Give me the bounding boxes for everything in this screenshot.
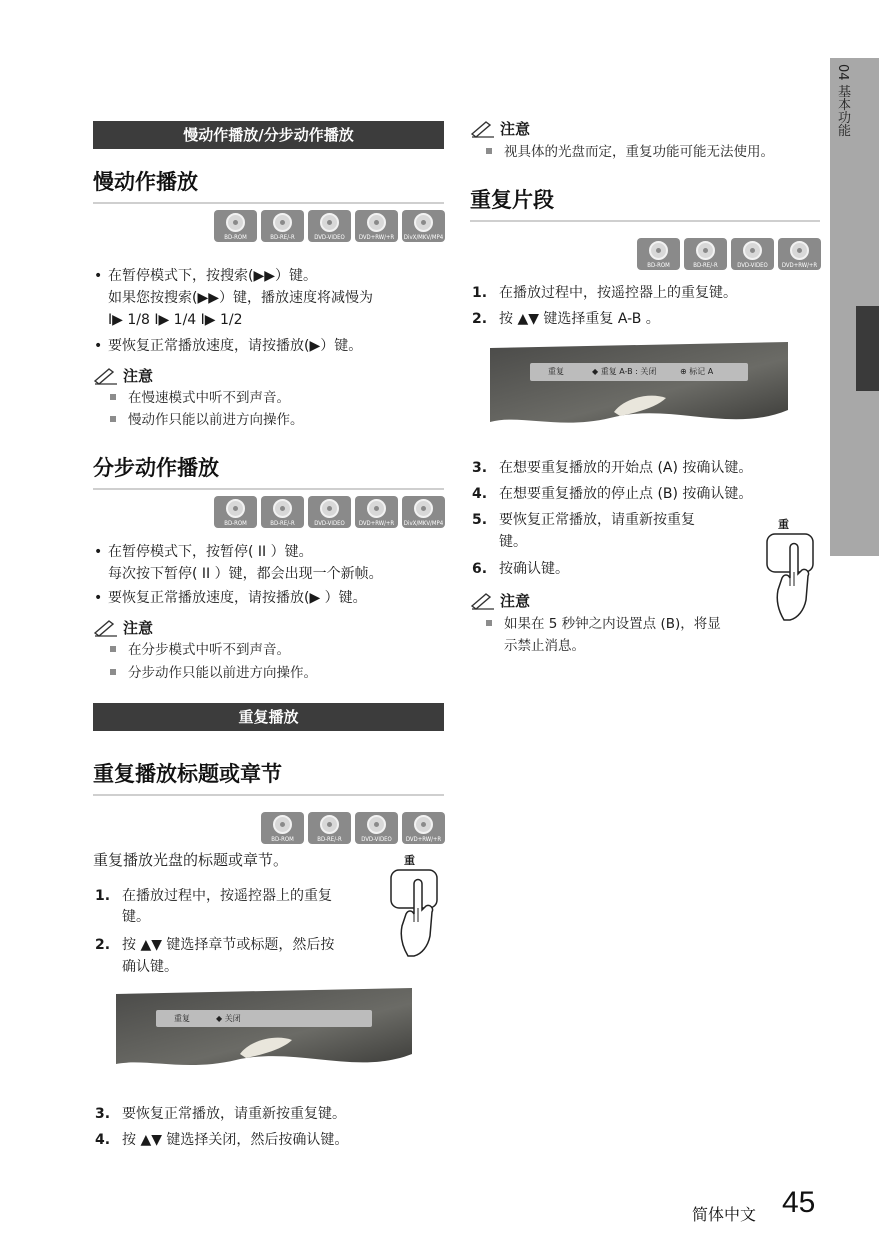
note-pencil-icon: [93, 367, 119, 385]
divx-icon: DivX/MKV/MP4: [402, 210, 445, 242]
page-number: 45: [782, 1186, 816, 1219]
repeat-ab-step-6: 6. 按确认键。: [472, 561, 569, 577]
disc-icons-slow: [214, 210, 445, 242]
hand-press-icon: [762, 530, 822, 622]
osd-screen-repeat-ab: [490, 342, 788, 426]
bd-re-icon: BD-RE/-R: [261, 210, 304, 242]
dvd-video-icon: DVD-VIDEO: [355, 812, 398, 844]
repeat-title-step-1: 1. 在播放过程中，按遥控器上的重复: [95, 888, 332, 904]
heading-step-motion: 分步动作播放: [93, 452, 444, 490]
osd-bar: 重复 ◆ 关闭: [156, 1010, 372, 1027]
bd-re-icon: BD-RE/-R: [684, 238, 727, 270]
note-pencil-icon: [93, 619, 119, 637]
side-tab-label: 04 基本功能: [835, 64, 850, 137]
repeat-ab-step-2: 2. 按 ▲▼ 键选择重复 A-B 。: [472, 311, 660, 327]
repeat-title-step-1-line2: 键。: [122, 909, 150, 925]
slow-bullet-1: • 在暂停模式下，按搜索(▶▶）键。: [108, 266, 317, 287]
slow-note-2: 慢动作只能以前进方向操作。: [110, 410, 304, 431]
divx-icon: DivX/MKV/MP4: [402, 496, 445, 528]
step-note-title: 注意: [93, 617, 153, 638]
heading-repeat-title: 重复播放标题或章节: [93, 758, 444, 796]
repeat-title-step-3: 3. 要恢复正常播放，请重新按重复键。: [95, 1106, 346, 1122]
slow-note-title: 注意: [93, 365, 153, 386]
dvd-rw-icon: DVD+RW/+R: [355, 496, 398, 528]
step-bullet-1: • 在暂停模式下，按暂停( II ）键。: [108, 542, 313, 563]
repeat-ab-step-5-line2: 键。: [499, 534, 527, 550]
hand-press-icon: [386, 866, 446, 958]
right-note-title: 注意: [470, 118, 530, 139]
bd-rom-icon: BD-ROM: [261, 812, 304, 844]
repeat-title-step-4: 4. 按 ▲▼ 键选择关闭，然后按确认键。: [95, 1132, 349, 1148]
dvd-video-icon: DVD-VIDEO: [308, 210, 351, 242]
dvd-rw-icon: DVD+RW/+R: [402, 812, 445, 844]
disc-icons-repeat-ab: [637, 238, 821, 270]
remote-label: 重: [404, 854, 415, 867]
step-note-1: 在分步模式中听不到声音。: [110, 640, 290, 661]
slow-note-1: 在慢速模式中听不到声音。: [110, 388, 290, 409]
disc-icons-repeat-title: [261, 812, 445, 844]
dvd-rw-icon: DVD+RW/+R: [778, 238, 821, 270]
step-bullet-1-line2: 每次按下暂停( II ）键，都会出现一个新帧。: [108, 566, 383, 582]
slow-speed-sequence: I▶ 1/8 I▶ 1/4 I▶ 1/2: [108, 312, 243, 328]
repeat-title-step-2: 2. 按 ▲▼ 键选择章节或标题，然后按: [95, 937, 335, 953]
right-note-1: 视具体的光盘而定，重复功能可能无法使用。: [486, 142, 774, 163]
screen-background: [116, 988, 412, 1068]
bd-rom-icon: BD-ROM: [637, 238, 680, 270]
osd-screen-repeat-title: [116, 988, 412, 1068]
repeat-title-intro: 重复播放光盘的标题或章节。: [93, 851, 289, 869]
dvd-rw-icon: DVD+RW/+R: [355, 210, 398, 242]
dvd-video-icon: DVD-VIDEO: [731, 238, 774, 270]
repeat-ab-step-1: 1. 在播放过程中，按遥控器上的重复键。: [472, 285, 737, 301]
screen-background: [490, 342, 788, 426]
repeat-ab-step-5: 5. 要恢复正常播放，请重新按重复: [472, 512, 695, 528]
section-bar-repeat: 重复播放: [93, 703, 444, 731]
osd-bar: 重复 ◆ 重复 A-B : 关闭 ⊕ 标记 A: [530, 363, 748, 381]
remote-label: 重: [778, 518, 789, 531]
section-bar-slow-step: 慢动作播放/分步动作播放: [93, 121, 444, 149]
repeat-ab-step-4: 4. 在想要重复播放的停止点 (B) 按确认键。: [472, 486, 753, 502]
bd-re-icon: BD-RE/-R: [308, 812, 351, 844]
disc-icons-step: [214, 496, 445, 528]
slow-bullet-2: • 要恢复正常播放速度，请按播放(▶）键。: [108, 336, 362, 357]
step-note-2: 分步动作只能以前进方向操作。: [110, 663, 317, 684]
osd-mark: ⊕ 标记 A: [680, 367, 714, 376]
heading-repeat-ab: 重复片段: [470, 184, 820, 222]
repeat-ab-note-1-line2: 示禁止消息。: [504, 638, 585, 654]
repeat-title-step-2-line2: 确认键。: [122, 959, 178, 975]
repeat-ab-note-1: 如果在 5 秒钟之内设置点 (B)，将显: [486, 614, 721, 635]
side-tab-marker: [856, 306, 879, 391]
bd-re-icon: BD-RE/-R: [261, 496, 304, 528]
bd-rom-icon: BD-ROM: [214, 210, 257, 242]
repeat-ab-note-title: 注意: [470, 590, 530, 611]
note-pencil-icon: [470, 120, 496, 138]
repeat-ab-step-3: 3. 在想要重复播放的开始点 (A) 按确认键。: [472, 460, 753, 476]
footer-language: 简体中文: [692, 1205, 757, 1224]
step-bullet-2: • 要恢复正常播放速度，请按播放(▶ ）键。: [108, 588, 367, 609]
bd-rom-icon: BD-ROM: [214, 496, 257, 528]
slow-bullet-1-line2: 如果您按搜索(▶▶）键，播放速度将减慢为: [108, 290, 373, 306]
heading-slow-motion: 慢动作播放: [93, 166, 444, 204]
dvd-video-icon: DVD-VIDEO: [308, 496, 351, 528]
note-pencil-icon: [470, 592, 496, 610]
